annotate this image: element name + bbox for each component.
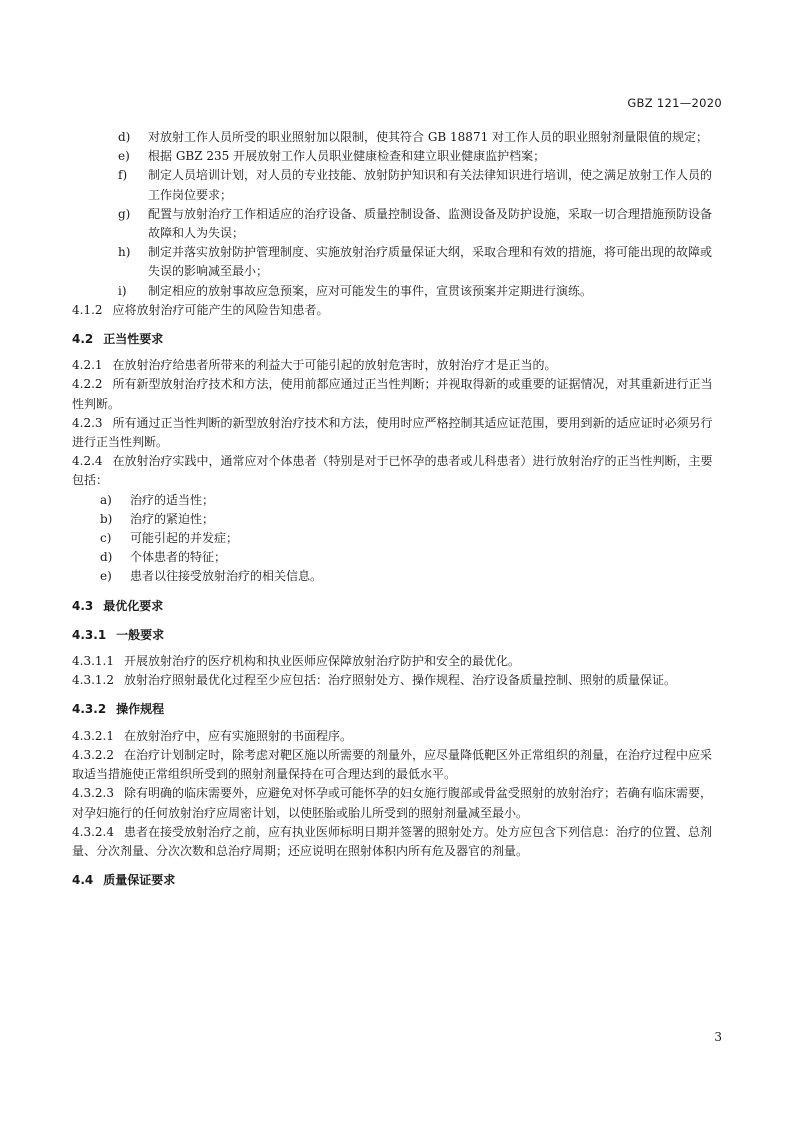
list-item: a) 治疗的适当性； (100, 492, 215, 507)
page-number: 3 (714, 1030, 722, 1044)
list-item: d) 对放射工作人员所受的职业照射加以限制，使其符合 GB 18871 对工作人员的职业照射剂量限值的规定； (118, 130, 709, 144)
list-item: c) 可能引起的并发症； (100, 531, 239, 546)
list-item: d) 个体患者的特征； (100, 550, 227, 565)
clause-4-3-2-1: 4.3.2.1 在放射治疗中，应有实施照射的书面程序。 (72, 728, 352, 743)
list-item: g) 配置与放射治疗工作相适应的治疗设备、质量控制设备、监测设备及防护设施，采取一切合理措施预防设备故障和人为失误； (118, 206, 713, 241)
list-item: e) 患者以往接受放射治疗的相关信息。 (100, 569, 323, 584)
clause-4-3-2-4: 4.3.2.4 患者在接受放射治疗之前，应有执业医师标明日期并签署的照射处方。处方应包含下列信息：治疗的位置、总剂量、分次剂量、分次次数和总治疗周期；还应说明在照射体积内所有危及器官的剂量。 (72, 824, 712, 858)
clause-4-2-3: 4.2.3 所有通过正当性判断的新型放射治疗技术和方法，使用时应严格控制其适应证范围，要用到新的适应证时必须另行进行正当性判断。 (72, 415, 713, 450)
section-heading-4-3: 4.3 最优化要求 (72, 598, 164, 613)
list-item: h) 制定并落实放射防护管理制度、实施放射治疗质量保证大纲，采取合理和有效的措施，将可能出现的故障或失误的影响减至最小； (118, 245, 713, 279)
clause-4-1-2: 4.1.2 应将放射治疗可能产生的风险告知患者。 (72, 302, 329, 317)
requirements-list-d-to-i (72, 128, 722, 301)
clause-4-2-4: 4.2.4 在放射治疗实践中，通常应对个体患者（特别是对于已怀孕的患者或儿科患者）进行放射治疗的正当性判断，主要包括： (72, 454, 713, 488)
clause-4-2-2: 4.2.2 所有新型放射治疗技术和方法，使用前都应通过正当性判断；并视取得新的或重要的证据情况，对其重新进行正当性判断。 (72, 377, 713, 411)
clause-4-3-2-2: 4.3.2.2 在治疗计划制定时，除考虑对靶区施以所需要的剂量外，应尽量降低靶区外正常组织的剂量，在治疗过程中应采取适当措施使正常组织所受到的照射剂量保持在可合理达到的最低水平。 (72, 747, 712, 782)
clause-4-2-1: 4.2.1 在放射治疗给患者所带来的利益大于可能引起的放射危害时，放射治疗才是正当的。 (72, 358, 557, 373)
list-item: f) 制定人员培训计划，对人员的专业技能、放射防护知识和有关法律知识进行培训，使之满足放射工作人员的工作岗位要求； (118, 168, 713, 202)
list-item: e) 根据 GBZ 235 开展放射工作人员职业健康检查和建立职业健康监护档案； (118, 149, 546, 164)
justification-list-a-to-e (72, 491, 722, 587)
subsection-heading-4-3-1: 4.3.1 一般要求 (72, 627, 165, 642)
section-heading-4-2: 4.2 正当性要求 (72, 332, 164, 347)
page-content (72, 128, 722, 897)
clause-4-3-2-3: 4.3.2.3 除有明确的临床需要外，应避免对怀孕或可能怀孕的妇女施行腹部或骨盆受照射的放射治疗；若确有临床需要，对孕妇施行的任何放射治疗应周密计划，以使胚胎或胎儿所受到的照射剂量减至最小。 (72, 786, 712, 820)
subsection-heading-4-3-2: 4.3.2 操作规程 (72, 702, 165, 717)
standard-id: GBZ 121—2020 (627, 96, 722, 110)
list-item: i) 制定相应的放射事故应急预案，应对可能发生的事件，宣贯该预案并定期进行演练。 (118, 283, 593, 298)
section-heading-4-4: 4.4 质量保证要求 (72, 873, 176, 888)
list-item: b) 治疗的紧迫性； (100, 511, 215, 526)
clause-4-3-1-1: 4.3.1.1 开展放射治疗的医疗机构和执业医师应保障放射治疗防护和安全的最优化。 (72, 654, 520, 669)
clause-4-3-1-2: 4.3.1.2 放射治疗照射最优化过程至少应包括：治疗照射处方、操作规程、治疗设备质量控制、照射的质量保证。 (72, 673, 676, 688)
